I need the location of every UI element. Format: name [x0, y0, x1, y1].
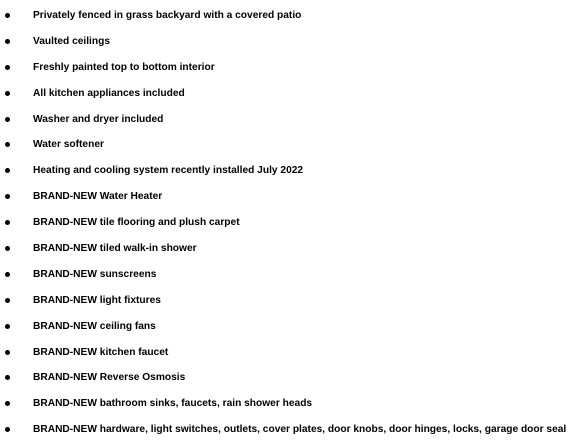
- bullet-icon: [5, 168, 10, 173]
- list-item: [0, 262, 576, 288]
- list-item-text: BRAND-NEW ceiling fans: [33, 320, 156, 332]
- bullet-icon: [5, 272, 10, 277]
- bullet-icon: [5, 246, 10, 251]
- bullet-icon: [5, 194, 10, 199]
- list-item-text: Freshly painted top to bottom interior: [33, 61, 215, 73]
- bullet-icon: [5, 91, 10, 96]
- bullet-icon: [5, 142, 10, 147]
- list-item-text: Washer and dryer included: [33, 113, 164, 125]
- list-item-text: BRAND-NEW sunscreens: [33, 268, 157, 280]
- bullet-icon: [5, 13, 10, 18]
- bullet-icon: [5, 350, 10, 355]
- list-item-text: Vaulted ceilings: [33, 35, 110, 47]
- bullet-icon: [5, 117, 10, 122]
- list-item-text: BRAND-NEW kitchen faucet: [33, 346, 169, 358]
- list-item: [0, 340, 576, 366]
- list-item-text: BRAND-NEW Water Heater: [33, 191, 163, 203]
- list-item: [0, 158, 576, 184]
- list-item: [0, 314, 576, 340]
- list-item-text: All kitchen appliances included: [33, 87, 185, 99]
- list-item: [0, 210, 576, 236]
- bullet-icon: [5, 298, 10, 303]
- list-item-text: Heating and cooling system recently installed July 2022: [33, 165, 304, 177]
- list-item-text: BRAND-NEW hardware, light switches, outlets, cover plates, door knobs, door hinges, locks, garage door seal: [33, 424, 567, 436]
- list-item-text: BRAND-NEW bathroom sinks, faucets, rain shower heads: [33, 398, 313, 410]
- bullet-icon: [5, 220, 10, 225]
- list-item-text: BRAND-NEW Reverse Osmosis: [33, 372, 186, 384]
- list-item: [0, 107, 576, 133]
- list-item: [0, 55, 576, 81]
- list-item: [0, 417, 576, 443]
- bullet-icon: [5, 324, 10, 329]
- list-item-text: Privately fenced in grass backyard with a covered patio: [33, 10, 302, 21]
- list-item: [0, 391, 576, 417]
- list-item: [0, 29, 576, 55]
- feature-list: [0, 3, 576, 443]
- list-item: [0, 3, 576, 29]
- list-item: [0, 288, 576, 314]
- bullet-icon: [5, 65, 10, 70]
- bullet-icon: [5, 375, 10, 380]
- document-page: [0, 3, 576, 443]
- list-item-text: BRAND-NEW light fixtures: [33, 294, 161, 306]
- list-item-text: BRAND-NEW tile flooring and plush carpet: [33, 217, 240, 229]
- list-item: [0, 132, 576, 158]
- list-item: [0, 184, 576, 210]
- bullet-icon: [5, 401, 10, 406]
- bullet-icon: [5, 39, 10, 44]
- list-item-text: Water softener: [33, 139, 104, 151]
- list-item: [0, 81, 576, 107]
- list-item: [0, 365, 576, 391]
- list-item: [0, 236, 576, 262]
- list-item-text: BRAND-NEW tiled walk-in shower: [33, 243, 197, 255]
